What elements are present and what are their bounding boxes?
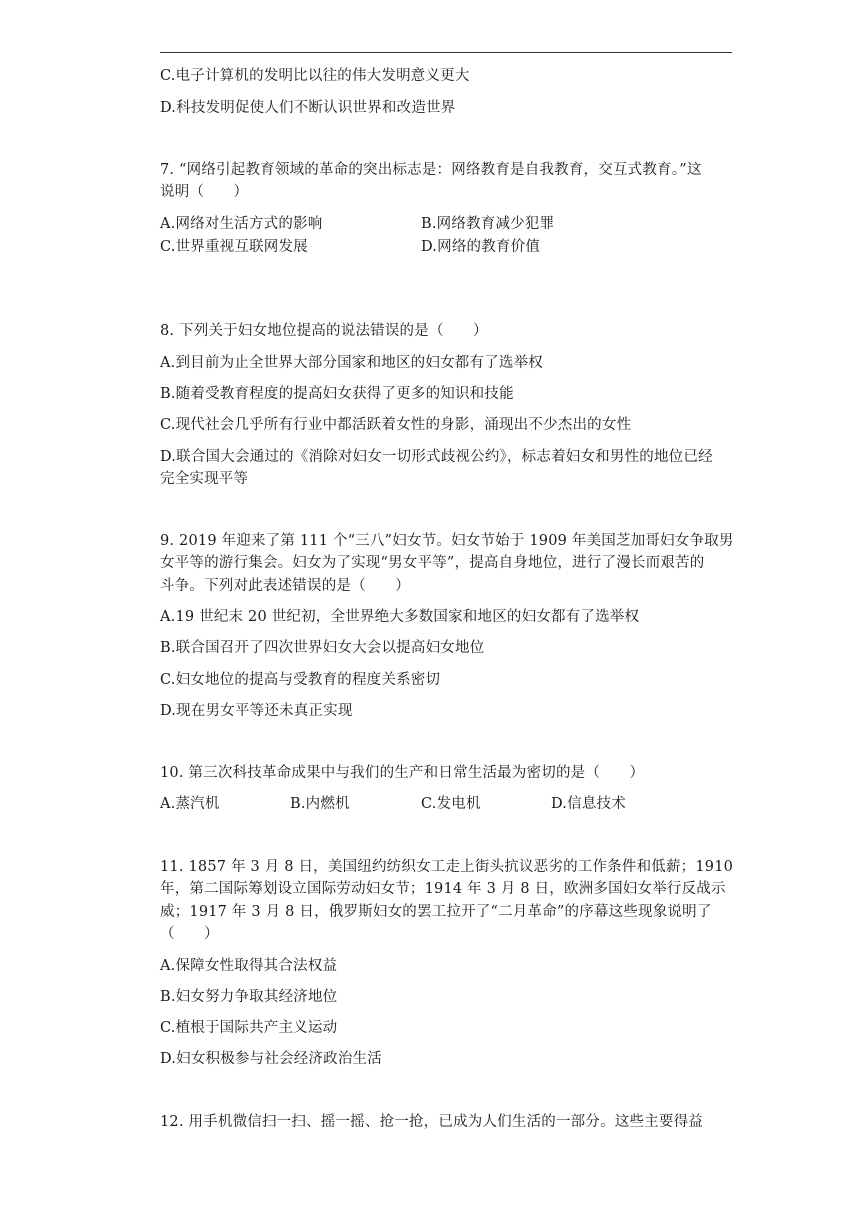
q9-option-a: A.19 世纪末 20 世纪初，全世界绝大多数国家和地区的妇女都有了选举权	[160, 609, 640, 625]
prev-option-d: D.科技发明促使人们不断认识世界和改造世界	[160, 100, 456, 116]
q8-option-d-line2: 完全实现平等	[160, 471, 249, 487]
q9-stem-line1: 9. 2019 年迎来了第 111 个“三八”妇女节。妇女节始于 1909 年美国芝加哥妇女争取男	[160, 533, 734, 549]
q10-option-d: D.信息技术	[551, 796, 626, 812]
q11-stem-line1: 11. 1857 年 3 月 8 日，美国纽约纺织女工走上街头抗议恶劣的工作条件和低薪；1910	[160, 859, 734, 875]
q12-stem-line1: 12. 用手机微信扫一扫、摇一摇、抢一抢，已成为人们生活的一部分。这些主要得益	[160, 1114, 703, 1130]
prev-option-c: C.电子计算机的发明比以往的伟大发明意义更大	[160, 68, 470, 84]
q7-option-b: B.网络教育减少犯罪	[421, 216, 555, 232]
q9-stem-line2: 女平等的游行集会。妇女为了实现“男女平等”，提高自身地位，进行了漫长而艰苦的	[160, 555, 705, 571]
q9-stem-line3: 斗争。下列对此表述错误的是（ ）	[160, 578, 410, 594]
q11-stem-line4: （ ）	[160, 926, 219, 942]
q8-option-b: B.随着受教育程度的提高妇女获得了更多的知识和技能	[160, 386, 514, 402]
q7-stem-line1: 7. “网络引起教育领域的革命的突出标志是：网络教育是自我教育，交互式教育。”这	[160, 162, 702, 178]
q10-option-c: C.发电机	[421, 796, 481, 812]
q11-stem-line3: 威；1917 年 3 月 8 日，俄罗斯妇女的罢工拉开了“二月革命”的序幕这些现象说明了	[160, 904, 712, 920]
q7-option-d: D.网络的教育价值	[421, 239, 541, 255]
q11-stem-line2: 年，第二国际筹划设立国际劳动妇女节；1914 年 3 月 8 日，欧洲多国妇女举行反战示	[160, 881, 726, 897]
q8-stem: 8. 下列关于妇女地位提高的说法错误的是（ ）	[160, 323, 488, 339]
q11-option-b: B.妇女努力争取其经济地位	[160, 989, 338, 1005]
q11-option-d: D.妇女积极参与社会经济政治生活	[160, 1051, 382, 1067]
q8-option-c: C.现代社会几乎所有行业中都活跃着女性的身影，涌现出不少杰出的女性	[160, 417, 632, 433]
header-rule	[160, 52, 732, 53]
q8-option-a: A.到目前为止全世界大部分国家和地区的妇女都有了选举权	[160, 355, 543, 371]
q9-option-c: C.妇女地位的提高与受教育的程度关系密切	[160, 672, 441, 688]
q9-option-d: D.现在男女平等还未真正实现	[160, 703, 353, 719]
q10-option-b: B.内燃机	[290, 796, 350, 812]
q11-option-a: A.保障女性取得其合法权益	[160, 958, 338, 974]
q9-option-b: B.联合国召开了四次世界妇女大会以提高妇女地位	[160, 640, 485, 656]
q11-option-c: C.植根于国际共产主义运动	[160, 1020, 338, 1036]
q8-option-d-line1: D.联合国大会通过的《消除对妇女一切形式歧视公约》，标志着妇女和男性的地位已经	[160, 449, 713, 465]
q10-stem: 10. 第三次科技革命成果中与我们的生产和日常生活最为密切的是（ ）	[160, 765, 645, 781]
q10-option-a: A.蒸汽机	[160, 796, 220, 812]
q7-stem-line2: 说明（ ）	[160, 184, 249, 200]
q7-option-a: A.网络对生活方式的影响	[160, 216, 323, 232]
q7-option-c: C.世界重视互联网发展	[160, 239, 308, 255]
